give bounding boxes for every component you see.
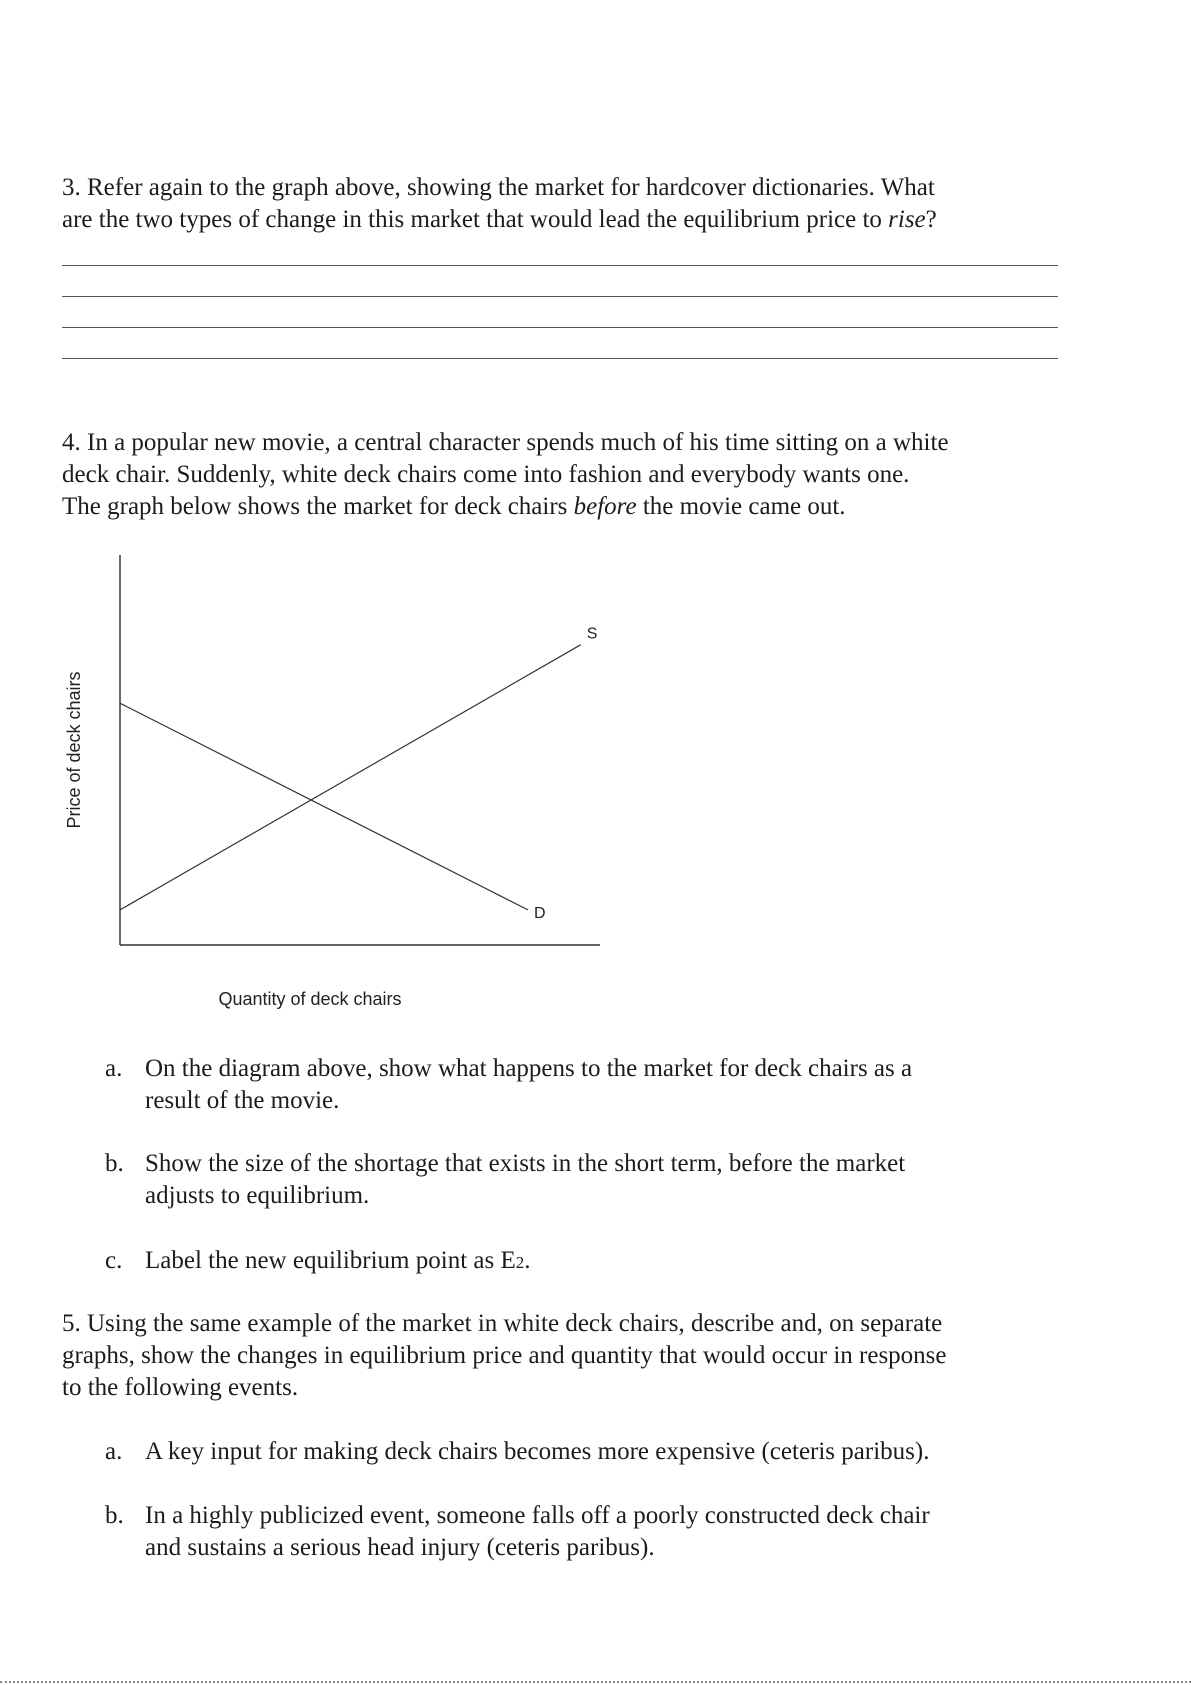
x-axis-label: Quantity of deck chairs [218, 989, 402, 1009]
item-line: and sustains a serious head injury (ceteris paribus). [145, 1534, 655, 1561]
question-4-line-1: 4. In a popular new movie, a central character spends much of his time sitting on a white [62, 429, 949, 456]
question-4-line-3-text: The graph below shows the market for deck chairs [62, 493, 574, 520]
supply-demand-chart[interactable] [60, 540, 620, 1020]
item-line [145, 1245, 1035, 1279]
question-3-line-1: 3. Refer again to the graph above, showing the market for hardcover dictionaries. What [62, 174, 935, 201]
question-4-line-2: deck chair. Suddenly, white deck chairs come into fashion and everybody wants one. [62, 461, 910, 488]
y-axis-label: Price of deck chairs [64, 671, 84, 829]
supply-curve-label: S [586, 625, 598, 643]
item-letter: c. [105, 1247, 123, 1274]
question-4 [62, 427, 1062, 523]
question-5-line-1: 5. Using the same example of the market in white deck chairs, describe and, on separate [62, 1310, 943, 1337]
item-line: Show the size of the shortage that exists in the short term, before the market [145, 1150, 906, 1177]
answer-line-2[interactable] [62, 296, 1058, 297]
question-3-line-2-text: are the two types of change in this market that would lead the equilibrium price to [62, 206, 889, 233]
answer-line-3[interactable] [62, 327, 1058, 328]
question-5-line-3: to the following events. [62, 1374, 299, 1401]
item-letter: b. [105, 1502, 124, 1529]
page-bottom-edge [0, 1681, 1191, 1683]
question-3-line-2 [62, 204, 1062, 236]
item-line: adjusts to equilibrium. [145, 1182, 370, 1209]
question-4-emphasis: before [573, 493, 637, 520]
question-4-line-3-end: the movie came out. [636, 493, 846, 520]
answer-line-1[interactable] [62, 265, 1058, 266]
item-line-text: Label the new equilibrium point as E [145, 1247, 516, 1274]
supply-curve [120, 645, 581, 910]
item-line-end: . [524, 1247, 531, 1274]
item-line: In a highly publicized event, someone falls off a poorly constructed deck chair [145, 1502, 930, 1529]
question-3-emphasis: rise [888, 206, 926, 233]
item-letter: a. [105, 1055, 123, 1082]
question-4-line-3 [62, 491, 1062, 523]
demand-curve [120, 703, 528, 910]
question-5 [62, 1308, 1062, 1404]
subscript-2: 2 [515, 1253, 525, 1272]
item-letter: a. [105, 1438, 123, 1465]
answer-line-4[interactable] [62, 358, 1058, 359]
item-letter: b. [105, 1150, 124, 1177]
item-line: On the diagram above, show what happens to the market for deck chairs as a [145, 1055, 913, 1082]
demand-curve-label: D [534, 904, 546, 922]
question-5-line-2: graphs, show the changes in equilibrium price and quantity that would occur in response [62, 1342, 947, 1369]
item-line: result of the movie. [145, 1087, 340, 1114]
question-3 [62, 172, 1062, 236]
item-line: A key input for making deck chairs becomes more expensive (ceteris paribus). [145, 1438, 930, 1465]
question-3-line-2-end: ? [925, 206, 937, 233]
